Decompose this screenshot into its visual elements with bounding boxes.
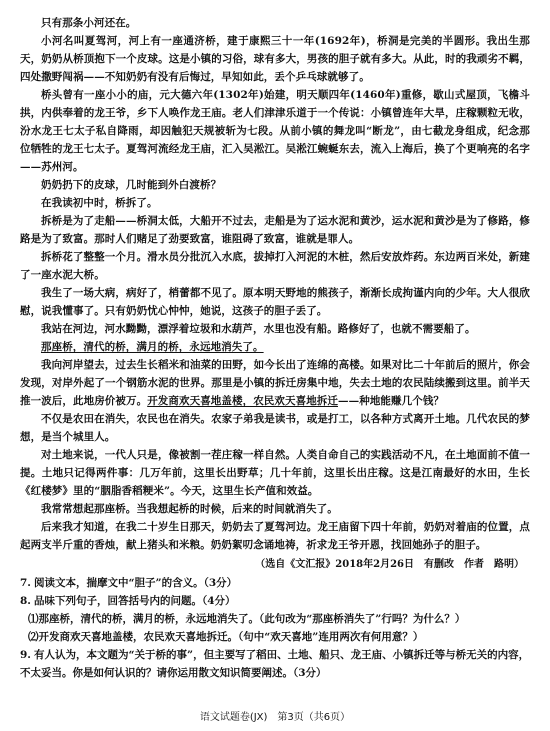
question-8-part-2 bbox=[20, 628, 530, 646]
paragraph: 后来我才知道，在我二十岁生日那天，奶奶去了夏驾河边。龙王庙留下四十年前，奶奶对着庙的位置，点起两支半斤重的香烛，献上猪头和米粮。奶奶絮叨念诵地祷，祈求龙王爷开恩，找回她孙子的胆子。 bbox=[20, 521, 530, 551]
paragraph: 我向河岸望去，过去生长稻米和油菜的田野，如今长出了连绵的高楼。如果对比二十年前后的照片，你会发现，对岸外起了一个钢筋水泥的世界。那里是小镇的拆迁房集中地，失去土地的农民陆续搬到这里。前半天推一波后，此地房价被万。开发商欢天喜地盖楼，农民欢天喜地拆迁——种地能赚几个钱？ bbox=[20, 359, 530, 407]
paragraph: 奶奶扔下的皮球，几时能到外白渡桥？ bbox=[41, 179, 222, 191]
question-9 bbox=[20, 646, 530, 682]
page-footer: 语文试题卷(JX) 第3页（共6页） bbox=[199, 712, 351, 723]
paragraph: 我站在河边，河水黝黝，漂浮着垃圾和水葫芦，水里也没有船。路修好了，也就不需要船了。 bbox=[41, 323, 476, 335]
article-source: （选自《文汇报》2018年2月26日 有删改 作者 路明） bbox=[255, 559, 524, 570]
question-text: 有人认为，本文题为“关于桥的事”，但主要写了稻田、土地、船只、龙王庙、小镇拆迁等与桥无关的内容，不太妥当。你是如何认识的？请你运用散文知识简要阐述。（3分） bbox=[20, 649, 530, 679]
question-8-part-1 bbox=[20, 610, 530, 628]
paragraph: 不仅是农田在消失，农民也在消失。农家子弟我是读书，或是打工，以各种方式离开土地。几代农民的梦想，是当个城里人。 bbox=[20, 413, 530, 443]
question-number: 9. bbox=[20, 649, 31, 661]
paragraph: 只有那条小河还在。 bbox=[41, 17, 137, 29]
question-number: 7. bbox=[20, 577, 31, 589]
paragraph: 桥头曾有一座小小的庙，元大德六年(1302年)始建，明天顺四年(1460年)重修，歇山式屋顶，飞檐斗拱，内供奉着的龙王爷，乡下人唤作龙王庙。老人们津津乐道于一个传说：小镇曾连年大旱，庄稼颗粒无收，汾水龙王七太子私自降雨，却因触犯天规被斩为七段。从前小镇的舞龙叫“断龙”，由七截龙身组成，纪念那位牺牲的龙王七太子。夏驾河流经龙王庙，汇入吴淞江。吴淞江蜿蜒东去，流入上海后，换了个更响亮的名字——苏州河。 bbox=[20, 89, 530, 173]
underlined-paragraph: 那座桥，清代的桥，满月的桥，永远地消失了。 bbox=[41, 341, 264, 353]
paragraph: 对土地来说，一代人只是，像被割一茬庄稼一样自然。人类自命自己的实践活动不凡，在土地面前不值一提。土地只记得两件事：几万年前，这里长出野草；几十年前，这里长出庄稼。这是江南最好的水田，生长《红楼梦》里的“胭脂香稻粳米”。今天，这里生长产值和效益。 bbox=[20, 449, 530, 497]
question-text: ⑵开发商欢天喜地盖楼，农民欢天喜地拆迁。（句中“欢天喜地”连用两次有何用意？） bbox=[28, 631, 424, 643]
paragraph: 拆桥是为了走船——桥洞太低，大船开不过去，走船是为了运水泥和黄沙，运水泥和黄沙是为了修路，修路是为了致富。那时人们赌足了劲要致富，谁阻碍了致富，谁就是罪人。 bbox=[20, 215, 530, 245]
question-text: 阅读文本，揣摩文中“胆子”的含义。（3分） bbox=[34, 577, 238, 589]
paragraph: 拆桥花了整整一个月。滑水员分批沉入水底，拔掉打入河泥的木桩，然后安放炸药。东边两百米处，新建了一座水泥大桥。 bbox=[20, 251, 530, 281]
paragraph: 小河名叫夏驾河，河上有一座通济桥，建于康熙三十一年(1692年)，桥洞是完美的半圆形。我出生那天，奶奶从桥顶抱下一个皮球。这是小镇的习俗，球有多大，男孩的胆子就有多大。从此，时的我顽劣不羁，四处撒野闯祸——不知奶奶有没有后悔过，早知如此，丢个乒乓球就够了。 bbox=[20, 35, 530, 83]
question-8 bbox=[20, 592, 530, 610]
question-7 bbox=[20, 574, 530, 592]
question-text: ⑴那座桥，清代的桥，满月的桥，永远地消失了。（此句改为“那座桥消失了”行吗？为什么？） bbox=[28, 613, 466, 625]
question-text: 品味下列句子，回答括号内的问题。（4分） bbox=[34, 595, 236, 607]
paragraph: 我常常想起那座桥。当我想起桥的时候，后来的时间就消失了。 bbox=[41, 503, 338, 515]
question-number: 8. bbox=[20, 595, 31, 607]
paragraph: 我生了一场大病，病好了，梢蕾都不见了。原本明天野地的熊孩子，渐渐长成拘谨内向的少年。大人很欣慰，说我懂事了。只有奶奶忧心忡忡，她说，这孩子的胆子丢了。 bbox=[20, 287, 530, 317]
underlined-phrase: 开发商欢天喜地盖楼，农民欢天喜地拆迁 bbox=[147, 395, 339, 407]
paragraph: 在我读初中时，桥拆了。 bbox=[41, 197, 158, 209]
